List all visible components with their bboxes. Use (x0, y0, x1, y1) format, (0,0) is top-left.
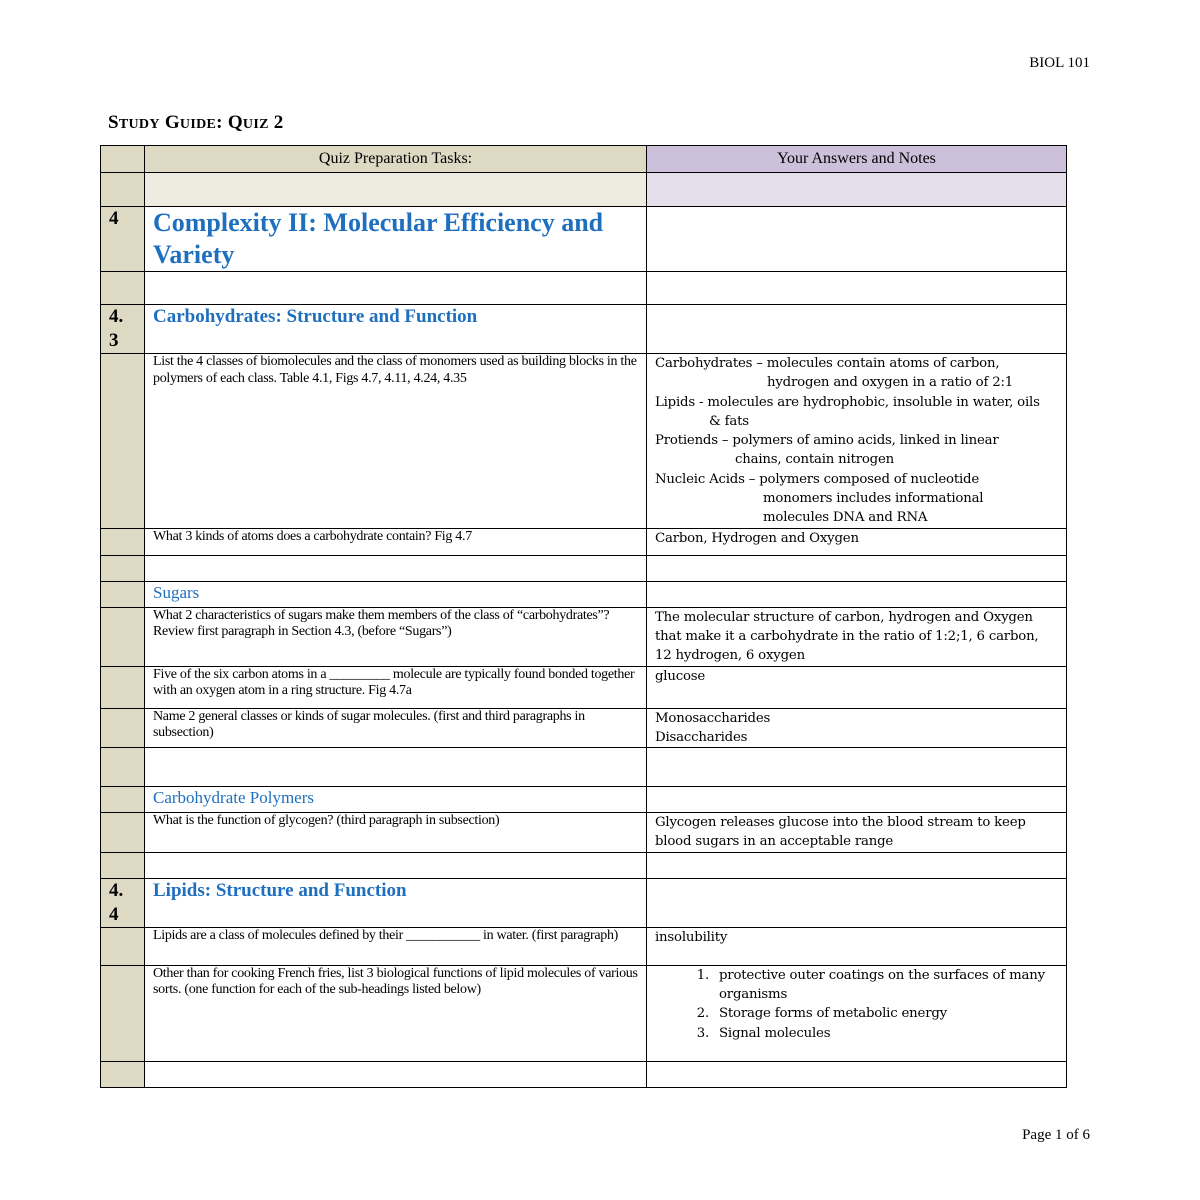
answer-line: Carbohydrates – molecules contain atoms of carbon, (655, 356, 1000, 371)
task-cell (145, 272, 647, 305)
list-item: 1. protective outer coatings on the surfaces of many organisms (696, 967, 1045, 1003)
chapter-number: 4 (101, 207, 145, 272)
task-cell (145, 748, 647, 787)
table-row (101, 528, 1067, 555)
answer-cell[interactable] (647, 354, 1067, 529)
column-header-answers: Your Answers and Notes (647, 146, 1067, 173)
answer-cell[interactable] (647, 852, 1067, 878)
table-row (101, 173, 1067, 207)
question-text: Name 2 general classes or kinds of sugar molecules. (first and third paragraphs in subsection) (145, 708, 647, 748)
table-row (101, 878, 1067, 927)
answer-cell[interactable] (647, 708, 1067, 748)
question-text: Lipids are a class of molecules defined by their ___________ in water. (first paragraph) (145, 927, 647, 965)
table-row (101, 708, 1067, 748)
table-row (101, 748, 1067, 787)
course-code: BIOL 101 (1029, 55, 1090, 71)
list-item: 2. Storage forms of metabolic energy (696, 1006, 947, 1022)
question-text: Other than for cooking French fries, list 3 biological functions of lipid molecules of various sorts. (one function for each of the sub-headings listed below) (145, 965, 647, 1061)
answer-line: Lipids - molecules are hydrophobic, insoluble in water, oils (655, 394, 1040, 410)
question-text: What 3 kinds of atoms does a carbohydrate contain? Fig 4.7 (145, 528, 647, 555)
answer-line: Disaccharides (655, 729, 748, 745)
answer-line: hydrogen and oxygen in a ratio of 2:1 (767, 375, 1014, 391)
table-row (101, 813, 1067, 853)
answer-line: monomers includes informational (763, 491, 984, 507)
column-header-tasks: Quiz Preparation Tasks: (145, 146, 647, 173)
section-title: Lipids: Structure and Function (145, 878, 647, 927)
answer-cell[interactable] (647, 878, 1067, 927)
document-title: STUDY GUIDE: QUIZ 2 (108, 112, 284, 133)
answer-line: chains, contain nitrogen (735, 452, 895, 468)
task-cell (145, 852, 647, 878)
answer-cell[interactable] (647, 272, 1067, 305)
section-number: 4. 4 (101, 878, 145, 927)
answer-line: Monosaccharides (655, 710, 771, 726)
table-row (101, 305, 1067, 354)
answer-cell[interactable] (647, 1061, 1067, 1087)
answer-cell[interactable] (647, 555, 1067, 581)
table-row (101, 852, 1067, 878)
question-text: Five of the six carbon atoms in a _________ molecule are typically found bonded together with an oxygen atom in a ring structure. Fig 4.7a (145, 666, 647, 708)
table-header-row (101, 146, 1067, 173)
task-cell (145, 1061, 647, 1087)
section-number: 4. 3 (101, 305, 145, 354)
task-cell[interactable] (145, 173, 647, 207)
subsection-title: Carbohydrate Polymers (145, 787, 647, 813)
answer-list (655, 966, 1058, 1043)
answer-cell[interactable] (647, 207, 1067, 272)
question-text: List the 4 classes of biomolecules and the class of monomers used as building blocks in the polymers of each class. Table 4.1, Figs 4.7, 4.11, 4.24, 4.35 (145, 354, 647, 529)
answer-cell[interactable] (647, 748, 1067, 787)
answer-text[interactable]: Glycogen releases glucose into the blood stream to keep blood sugars in an acceptable range (647, 813, 1067, 853)
table-row (101, 927, 1067, 965)
list-item: 3. Signal molecules (696, 1025, 831, 1041)
table-row (101, 207, 1067, 272)
answer-cell[interactable] (647, 305, 1067, 354)
answer-text[interactable]: insolubility (647, 927, 1067, 965)
task-cell (145, 555, 647, 581)
section-title: Carbohydrates: Structure and Function (145, 305, 647, 354)
page-number: Page 1 of 6 (1022, 1127, 1090, 1143)
study-guide-table (100, 145, 1067, 1088)
subsection-title: Sugars (145, 581, 647, 607)
answer-line: Nucleic Acids – polymers composed of nucleotide (655, 471, 980, 487)
table-row (101, 1061, 1067, 1087)
table-row (101, 965, 1067, 1061)
table-row (101, 272, 1067, 305)
answer-line: & fats (709, 413, 749, 429)
question-text: What 2 characteristics of sugars make them members of the class of “carbohydrates”? Review first paragraph in Section 4.3, (before “Sugars”) (145, 607, 647, 666)
table-row (101, 607, 1067, 666)
table-row (101, 354, 1067, 529)
answer-text[interactable]: glucose (647, 666, 1067, 708)
answer-text[interactable]: Carbon, Hydrogen and Oxygen (647, 528, 1067, 555)
table-row (101, 787, 1067, 813)
table-row (101, 555, 1067, 581)
answer-text[interactable]: The molecular structure of carbon, hydrogen and Oxygen that make it a carbohydrate in the ratio of 1:2;1, 6 carbon, 12 hydrogen, 6 oxygen (647, 607, 1067, 666)
answer-cell[interactable] (647, 787, 1067, 813)
table-row (101, 581, 1067, 607)
answer-cell[interactable] (647, 173, 1067, 207)
chapter-title: Complexity II: Molecular Efficiency and Variety (145, 207, 647, 272)
table-row (101, 666, 1067, 708)
answer-line: molecules DNA and RNA (763, 510, 928, 526)
answer-line: Protiends – polymers of amino acids, linked in linear (655, 433, 999, 449)
answer-cell[interactable] (647, 965, 1067, 1061)
answer-cell[interactable] (647, 581, 1067, 607)
section-number-cell (101, 146, 145, 173)
question-text: What is the function of glycogen? (third paragraph in subsection) (145, 813, 647, 853)
